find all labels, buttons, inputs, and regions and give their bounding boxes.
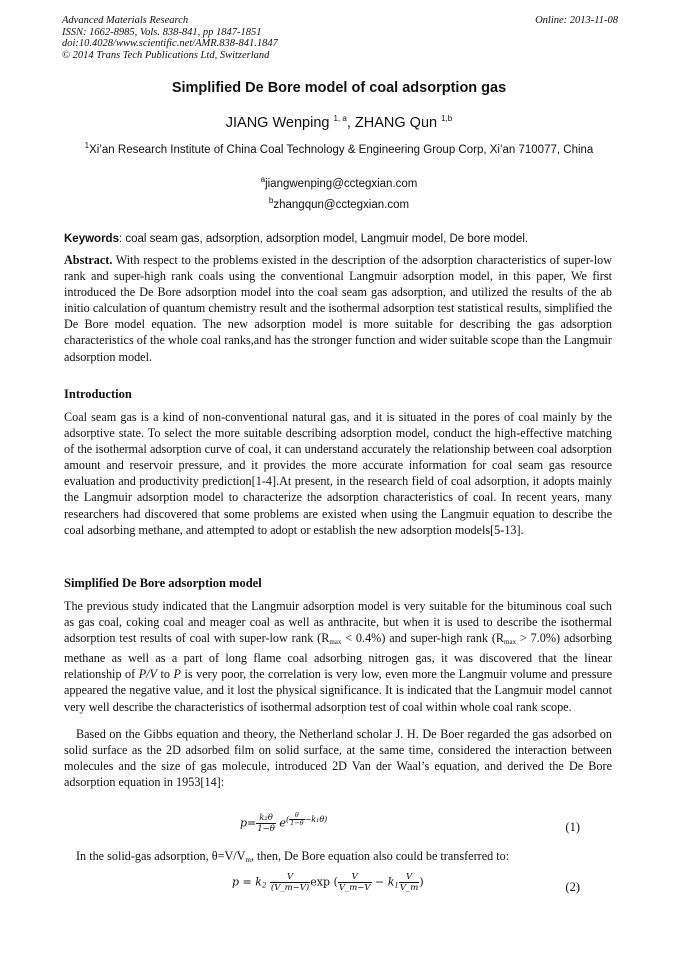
- author-2-affil: 1,b: [441, 114, 453, 123]
- author-2: ZHANG Qun: [354, 114, 438, 131]
- p1-p: P: [173, 667, 181, 682]
- p1-text-d: to: [157, 667, 174, 682]
- p1-pv: P/V: [138, 667, 157, 682]
- eq2-minus: −: [371, 875, 388, 889]
- eq1-exp-num: θ: [289, 812, 305, 820]
- eq1-fraction: [256, 813, 276, 834]
- eq2-fraction-3: [399, 872, 419, 893]
- eq2-k2-sub: 2: [261, 881, 267, 890]
- eq2-k1-sub: 1: [394, 881, 399, 890]
- eq2-close: ): [419, 875, 424, 889]
- eq1-denominator: 1−θ: [257, 824, 275, 834]
- model-paragraph-3: [64, 848, 612, 868]
- email-b: [0, 196, 678, 211]
- eq2-equals: =: [239, 875, 256, 889]
- eq2-f2-num: V: [338, 872, 372, 883]
- eq1-equals: =: [247, 816, 257, 830]
- equation-2-body: [232, 872, 424, 893]
- eq2-k2: k: [255, 875, 262, 889]
- intro-heading: Introduction: [64, 387, 132, 401]
- copyright-line: © 2014 Trans Tech Publications Ltd, Switzerland: [62, 49, 270, 61]
- keywords-text: : coal seam gas, adsorption, adsorption model, Langmuir model, De bore model.: [118, 233, 529, 245]
- eq2-f3-num: V: [399, 872, 419, 883]
- email-a-marker: a: [260, 175, 266, 184]
- eq1-exponent: [285, 811, 328, 827]
- keywords-label: Keywords: [64, 233, 119, 245]
- eq2-f3-den: V_m: [399, 883, 419, 893]
- affiliation-text: Xi’an Research Institute of China Coal Technology & Engineering Group Corp, Xi’an 710077, China: [89, 143, 594, 156]
- p1-text-a: The previous study indicated that the Langmuir adsorption model is very suitable for the bituminous coal such as gas coal, coking coal and meager coal as well as anthracite, but when it is used to describe the isothermal adsorption test results of coal with super-low rank (R: [64, 599, 612, 646]
- eq2-lhs: p: [232, 875, 240, 889]
- email-a: [0, 175, 678, 190]
- affiliation-marker: 1: [84, 141, 90, 150]
- eq2-open: (: [330, 875, 338, 889]
- author-separator: ,: [346, 114, 355, 131]
- model-paragraph-1: [64, 598, 612, 715]
- email-a-link[interactable]: jiangwenping@cctegxian.com: [265, 177, 418, 190]
- model-paragraph-2: Based on the Gibbs equation and theory, the Netherland scholar J. H. De Boer regarded the gas adsorbed on solid surface as the 2D adsorbed film on solid surface, at the same time, considered the interaction between molecules and the size of gas molecule, introduced 2D Van der Waal’s equation, and derived the De Bore adsorption equation in 1953[14]:: [64, 727, 612, 790]
- paper-title: Simplified De Bore model of coal adsorption gas: [171, 80, 507, 96]
- authors: [0, 114, 678, 131]
- p3-text-b: , then, De Bore equation also could be transferred to:: [250, 849, 510, 863]
- journal-header: [62, 15, 618, 61]
- journal-name: Advanced Materials Research: [62, 15, 189, 26]
- doi-line: doi:10.4028/www.scientific.net/AMR.838-841.1847: [62, 38, 278, 49]
- model-heading: Simplified De Bore adsorption model: [64, 576, 262, 590]
- p3-text-a: In the solid-gas adsorption, θ=V/V: [76, 849, 246, 863]
- eq2-exp: exp: [310, 875, 331, 889]
- equation-1-body: [240, 812, 327, 834]
- eq1-lhs: p: [240, 816, 248, 830]
- author-1-affil: 1, a: [333, 114, 347, 123]
- p1-text-e: is very poor, the correlation is very low, even more the Langmuir volume and pressure appeared the negative value, and it lost the physical significance. It is indicated that the Langmuir model cannot very well describe the characteristics of isothermal adsorption test of coal within whole coal rank scope.: [64, 667, 613, 714]
- affiliation: [64, 138, 614, 158]
- eq2-f1-num: V: [270, 872, 310, 883]
- email-b-marker: b: [268, 196, 274, 205]
- equation-1-number: (1): [565, 820, 580, 834]
- p3-sub: m: [245, 856, 251, 864]
- eq1-exp-den: 1−θ: [290, 819, 304, 827]
- online-date: Online: 2013-11-08: [535, 15, 618, 26]
- eq2-k1: k: [387, 875, 395, 889]
- eq1-exp-open: (: [285, 814, 290, 824]
- abstract-label: Abstract.: [64, 253, 113, 267]
- eq1-exp-rest: −k₁θ): [304, 814, 328, 824]
- equation-2-number: (2): [565, 880, 580, 894]
- p1-text-b: < 0.4%) and super-high rank (R: [341, 631, 505, 646]
- eq1-exp-fraction: [289, 812, 305, 827]
- p1-sub-2: max: [504, 638, 517, 647]
- eq1-numerator: k₂θ: [256, 813, 276, 824]
- abstract-text: With respect to the problems existed in the description of the adsorption characteristics of super-low rank and super-high rank coals using the conventional Langmuir adsorption model, in this paper, We first introduced the De Bore adsorption model into the coal seam gas adsorption, and utilized the results of the ab initio calculation of quantum chemistry result and the isothermal adsorption test statistical results, simplified the De Bore model equation. The new adsorption model is more suitable for describing the gas adsorption characteristics of the whole coal ranks,and has the stronger function and wider suitable scope than the Langmuir adsorption model.: [64, 253, 612, 364]
- eq2-fraction-1: [270, 872, 310, 893]
- abstract: [64, 252, 612, 365]
- author-1: JIANG Wenping: [225, 114, 330, 131]
- p1-text-c: > 7.0%) adsorbing methane as well as a part of long flame coal adsorbing nitrogen gas, it was discovered that the linear relationship of: [64, 631, 612, 682]
- eq1-e: e: [279, 816, 286, 830]
- eq2-f2-den: V_m−V: [338, 883, 371, 893]
- eq2-fraction-2: [338, 872, 372, 893]
- keywords: [64, 233, 620, 245]
- issn-line: ISSN: 1662-8985, Vols. 838-841, pp 1847-1851: [62, 26, 262, 38]
- p1-sub-1: max: [329, 638, 342, 647]
- intro-text: Coal seam gas is a kind of non-conventional natural gas, and it is situated in the pores of coal mainly by the adsorptive state. To select the more suitable describing adsorption model, conduct the high-effective matching of the isothermal adsorption curve of coal, it can understand accurately the relationship between coal adsorption amount and reservoir pressure, and it provides the more accurate information for coal seam gas resource evaluation and productivity prediction[1-4].At present, in the research field of coal adsorption, it adopts mainly the Langmuir adsorption model to characterize the adsorption characteristics of coal. In recent years, many researchers had discovered that some problems are existed when using the Langmuir equation to describe the coal adsorbing methane, and attempted to adopt or establish the new adsorption models[5-13].: [64, 410, 612, 537]
- email-b-link[interactable]: zhangqun@cctegxian.com: [273, 198, 410, 211]
- eq2-f1-den: (V_m−V): [270, 883, 310, 893]
